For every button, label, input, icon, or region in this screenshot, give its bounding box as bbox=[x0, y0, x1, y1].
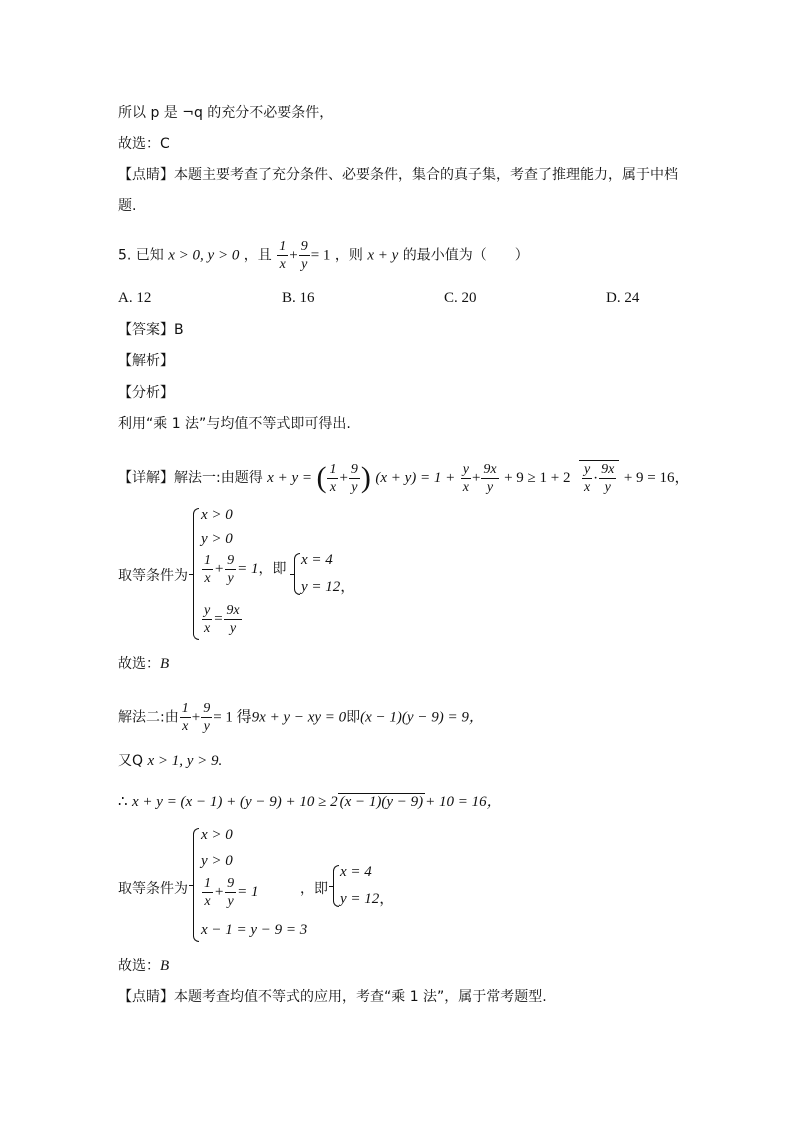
result-brace-2 bbox=[333, 865, 339, 907]
system1-line-1: x > 0 bbox=[201, 507, 233, 523]
system1-line-4: $\frac{y}{x}$ = $\frac{9x}{y}$ bbox=[204, 603, 240, 636]
system1-line-2: y > 0 bbox=[201, 531, 233, 547]
system2-line-1: x > 0 bbox=[201, 827, 233, 843]
equal-cond-label-2: 取等条件为 bbox=[118, 881, 188, 897]
result2-line-2: y = 12， bbox=[340, 891, 395, 907]
left-brace-2 bbox=[193, 828, 199, 942]
therefore-line: ∴ x + y = (x − 1) + (y − 9) + 10 ≥ 2 (x − 1)(y − 9) + 10 = 16， bbox=[118, 794, 502, 810]
fenxi-label: 【分析】 bbox=[118, 385, 174, 401]
option-b: B. 16 bbox=[282, 290, 315, 306]
option-a: A. 12 bbox=[118, 290, 152, 306]
system2-line-3: $\frac{1}{x}$ + $\frac{9}{y}$ = 1 bbox=[204, 876, 259, 909]
equal-cond-label-1: 取等条件为 bbox=[118, 568, 188, 584]
result-brace-1 bbox=[294, 553, 300, 595]
option-d: D. 24 bbox=[606, 290, 640, 306]
detail-method-1: 【详解】解法一:由题得 x + y = ( $\frac{1}{x}$ + $\frac{9}{y}$ ) (x + y) = 1 + $\frac{y}{x}$ + $\frac{9x}{y}$ + 9 ≥ 1 + 2 $\frac{y}{x}$ · $\frac{9x}{y}$ + 9 = 16， bbox=[118, 461, 690, 495]
left-brace-1 bbox=[193, 508, 199, 640]
comment-line-1: 【点睛】本题主要考查了充分条件、必要条件，集合的真子集，考查了推理能力，属于中档 bbox=[118, 167, 678, 183]
result2-line-1: x = 4 bbox=[340, 864, 372, 880]
comment-line-2: 题. bbox=[118, 198, 137, 214]
guxuan-1: 故选：B bbox=[118, 656, 170, 672]
system2-line-4: x − 1 = y − 9 = 3 bbox=[201, 922, 308, 938]
system2-line-2: y > 0 bbox=[201, 853, 233, 869]
result1-line-2: y = 12， bbox=[301, 579, 356, 595]
question-5: 5. 已知 x > 0, y > 0 ，且 $\frac{1}{x}$ + $\frac{9}{y}$ = 1 ，则 x + y 的最小值为（ ） bbox=[118, 239, 529, 272]
text-line-2: 故选：C bbox=[118, 136, 170, 152]
final-comment: 【点睛】本题考查均值不等式的应用，考查“乘 1 法”，属于常考题型. bbox=[118, 989, 547, 1005]
ji-2: ，即 bbox=[300, 881, 328, 897]
fenxi-text: 利用“乘 1 法”与均值不等式即可得出. bbox=[118, 416, 351, 432]
analysis-label: 【解析】 bbox=[118, 353, 174, 369]
system1-line-3: $\frac{1}{x}$ + $\frac{9}{y}$ = 1，即 bbox=[204, 553, 287, 586]
option-c: C. 20 bbox=[444, 290, 477, 306]
result1-line-1: x = 4 bbox=[301, 552, 333, 568]
answer-label: 【答案】B bbox=[118, 322, 184, 338]
sqrt-radicand: $\frac{y}{x}$ · $\frac{9x}{y}$ bbox=[579, 460, 619, 496]
method-2-line: 解法二:由 $\frac{1}{x}$ + $\frac{9}{y}$ = 1 得9x + y − xy = 0即(x − 1)(y − 9) = 9， bbox=[118, 701, 484, 734]
text-line-1: 所以 p 是 ¬q 的充分不必要条件， bbox=[118, 105, 334, 121]
you-line: 又Q x > 1, y > 9. bbox=[118, 753, 223, 769]
guxuan-2: 故选：B bbox=[118, 958, 170, 974]
